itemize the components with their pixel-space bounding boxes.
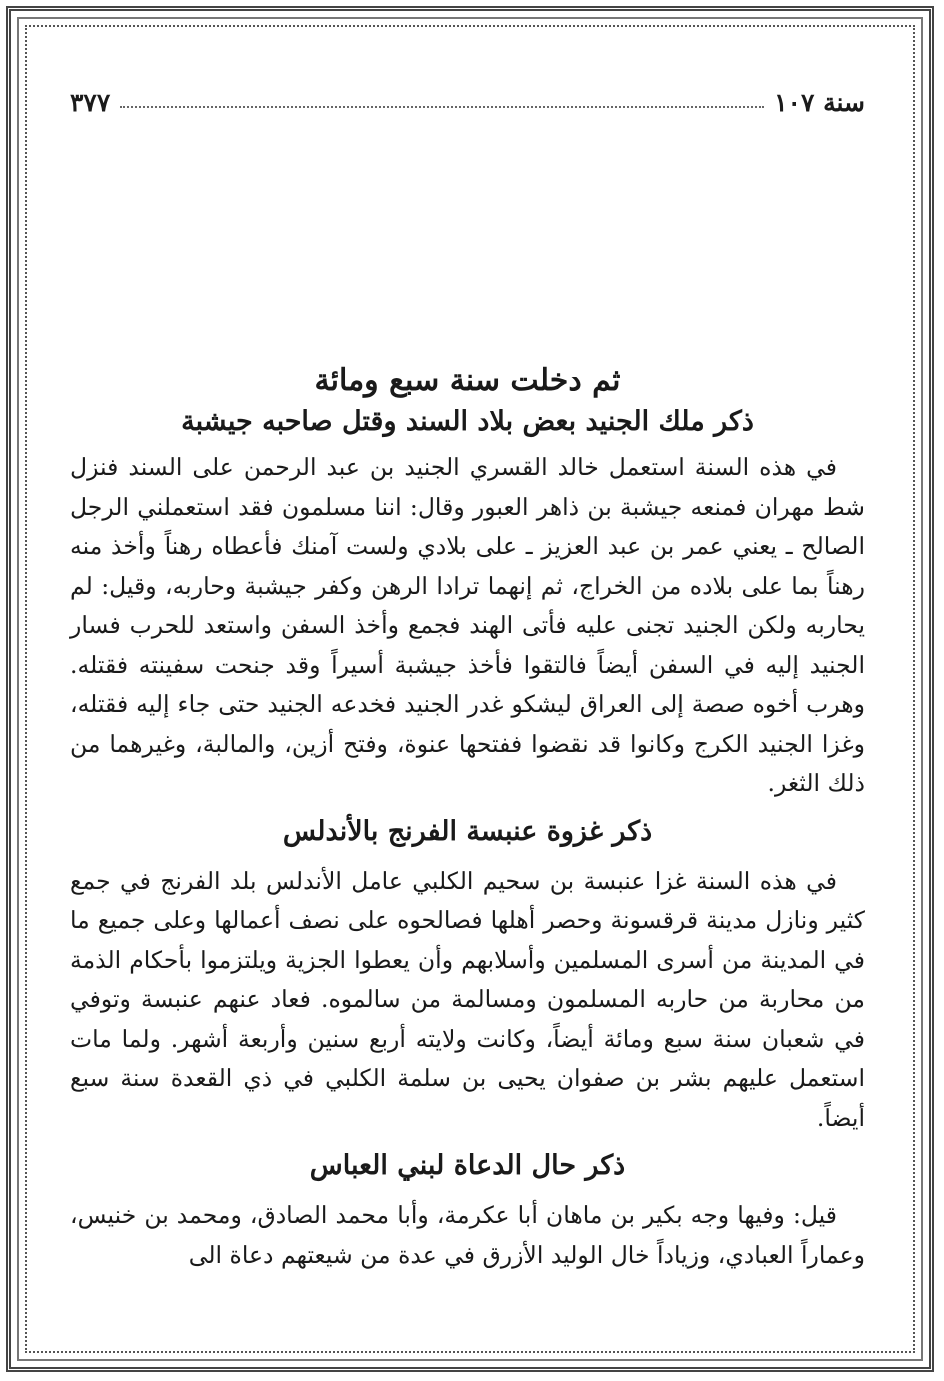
paragraph-abbasid-callers: قيل: وفيها وجه بكير بن ماهان أبا عكرمة، وأبا محمد الصادق، ومحمد بن خنيس، وعماراً العبادي، وزياداً خال الوليد الأزرق في عدة من شيعتهم دعاة الى [70,1201,865,1269]
running-title: سنة ١٠٧ [774,87,865,117]
running-header [70,84,865,120]
page-number: ٣٧٧ [70,87,111,117]
section-heading-junayd: ذكر ملك الجنيد بعض بلاد السند وقتل صاحبه جيشبة [181,406,754,437]
paragraph-junayd: في هذه السنة استعمل خالد القسري الجنيد بن عبد الرحمن على السند فنزل شط مهران فمنعه جيشبة بن ذاهر العبور وقال: اننا مسلمون فقد استعملني الرجل الصالح ـ يعني عمر بن عبد العزيز ـ على بلادي ولست آمنك فأعطاه رهناً وأخذ منه رهناً بما على بلاده من الخراج، ثم إنهما ترادا الرهن وكفر جيشبة وحاربه، وقيل: لم يحاربه ولكن الجنيد تجنى عليه فأتى الهند فجمع وأخذ السفن واستعد للحرب فسار الجنيد إليه في السفن أيضاً فالتقوا فأخذ جيشبة أسيراً وقد جنحت سفينته فقتله. وهرب أخوه صصة إلى العراق ليشكو غدر الجنيد فخدعه الجنيد حتى جاء إليه فقتله، وغزا الجنيد الكرج وكانوا قد نقضوا ففتحها عنوة، وفتح أزين، والمالبة، وغيرهما من ذلك الثغر. [70,453,865,797]
paragraph-anbasa: في هذه السنة غزا عنبسة بن سحيم الكلبي عامل الأندلس بلد الفرنج في جمع كثير ونازل مدينة قرقسونة وحصر أهلها فصالحوه على نصف أعمالها وعلى جميع ما في المدينة من أسرى المسلمين وأسلابهم وأن يعطوا الجزية ويلتزموا بأحكام الذمة من محاربة من حاربه المسلمون ومسالمة من سالموه. فعاد عنهم عنبسة وتوفي في شعبان سنة سبع ومائة أيضاً، وكانت ولايته أربع سنين وأربعة أشهر. ولما مات استعمل عليهم بشر بن صفوان يحيى بن سلمة الكلبي في ذي القعدة سنة سبع أيضاً. [70,866,865,1132]
year-heading: ثم دخلت سنة سبع ومائة [314,363,621,398]
header-dotted-leader [120,106,764,108]
section-heading-anbasa: ذكر غزوة عنبسة الفرنج بالأندلس [282,815,653,847]
section-heading-abbasid-callers: ذكر حال الدعاة لبني العباس [309,1150,626,1181]
book-page [70,0,865,1381]
page-content [70,362,865,1275]
